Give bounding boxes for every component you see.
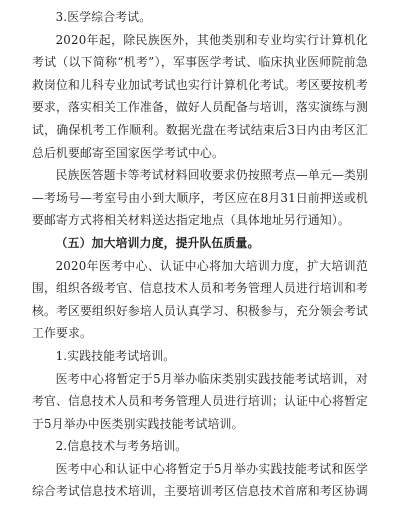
- subsection-heading: 1.实践技能考试培训。: [55, 348, 176, 363]
- section-heading: （五）加大培训力度，提升队伍质量。: [55, 235, 260, 250]
- subsection-heading: 2.信息技术与考务培训。: [55, 439, 188, 454]
- body-paragraph: 2020年起，除民族医外，其他类别和专业均实行计算机化考试（以下简称“机考”），军事医学考试、临床执业医师院前急救岗位和儿科专业加试考试也实行计算机化考试。考区要按机考要求，落实相关工作准备，做好人员配备与培训，落实演练与测试，确保机考工作顺利。数据光盘在考试结束后3日内由考区汇总后机要邮寄至国家医学考试中心。: [32, 32, 368, 160]
- body-paragraph: 医考中心将暂定于5月举办临床类别实践技能考试培训，对考官、信息技术人员和考务管理人员进行培训；认证中心将暂定于5月举办中医类别实践技能考试培训。: [32, 371, 368, 431]
- body-paragraph: 民族医答题卡等考试材料回收要求仍按照考点—单元—类别—考场号—考室号由小到大顺序，考区应在8月31日前押送或机要邮寄方式将相关材料送达指定地点（具体地址另行通知）。: [32, 168, 368, 228]
- subsection-heading: 3.医学综合考试。: [55, 10, 152, 24]
- body-paragraph: 2020年医考中心、认证中心将加大培训力度，扩大培训范围，组织各级考官、信息技术人员和考务管理人员进行培训和考核。考区要组织好参培人员认真学习、积极参与，充分领会考试工作要求。: [32, 258, 368, 341]
- body-paragraph: 医考中心和认证中心将暂定于5月举办实践技能考试和医学综合考试信息技术培训，主要培训考区信息技术首席和考区协调: [32, 461, 368, 499]
